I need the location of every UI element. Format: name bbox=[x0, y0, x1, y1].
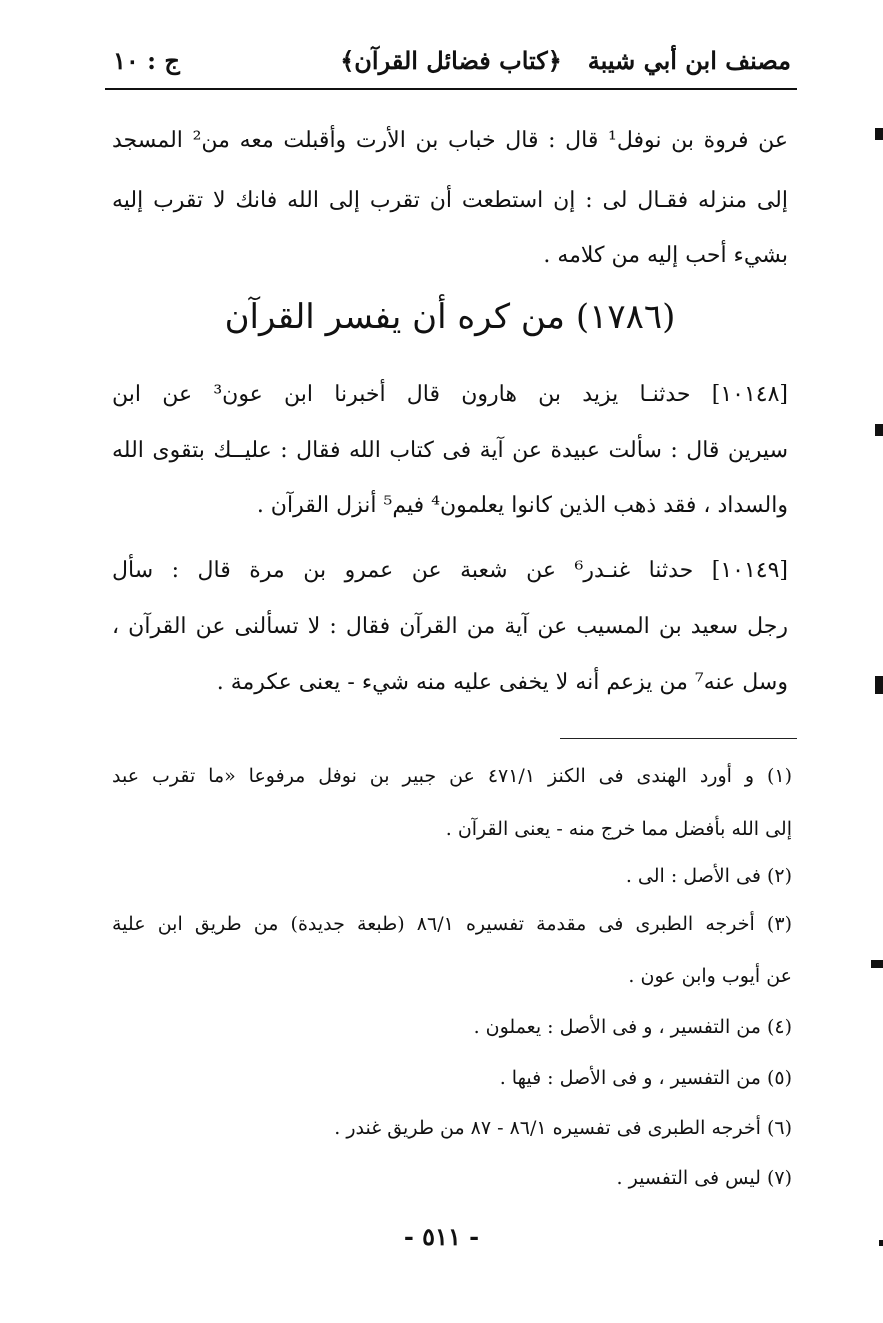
footnote-6: (٦) أخرجه الطبرى فى تفسيره ٨٦/١ - ٨٧ من طريق غندر . bbox=[334, 1117, 792, 1139]
volume-number: ج : ١٠ bbox=[113, 46, 180, 75]
book-title: مصنف ابن أبي شيبة bbox=[587, 46, 791, 75]
section-heading: (١٧٨٦) من كره أن يفسر القرآن bbox=[224, 297, 676, 337]
footnote-3-continuation: عن أيوب وابن عون . bbox=[628, 965, 792, 987]
hadith-line: وسل عنه⁷ من يزعم أنه لا يخفى عليه منه شيء - يعنى عكرمة . bbox=[216, 670, 788, 695]
chapter-title: ﴿كتاب فضائل القرآن﴾ bbox=[340, 46, 562, 75]
page-number: - ٥١١ - bbox=[403, 1222, 480, 1251]
margin-mark bbox=[875, 424, 883, 436]
margin-mark bbox=[875, 128, 883, 140]
footnote-2: (٢) فى الأصل : الى . bbox=[625, 865, 792, 887]
body-line: بشيء أحب إليه من كلامه . bbox=[543, 243, 788, 268]
footnote-1-continuation: إلى الله بأفضل مما خرج منه - يعنى القرآن . bbox=[445, 818, 792, 840]
body-line: إلى منزله فقـال لى : إن استطعت أن تقرب إلى الله فانك لا تقرب إليه bbox=[112, 188, 788, 213]
footnote-3: (٣) أخرجه الطبرى فى مقدمة تفسيره ٨٦/١ (طبعة جديدة) من طريق ابن علية bbox=[112, 913, 792, 935]
body-line: عن فروة بن نوفل¹ قال : قال خباب بن الأرت وأقبلت معه من² المسجد bbox=[112, 128, 789, 153]
hadith-line: سيرين قال : سألت عبيدة عن آية فى كتاب الله فقال : عليــك بتقوى الله bbox=[112, 438, 788, 463]
hadith-line: [١٠١٤٩] حدثنا غنـدر⁶ عن شعبة عن عمرو بن مرة قال : سأل bbox=[112, 558, 788, 583]
footnote-4: (٤) من التفسير ، و فى الأصل : يعملون . bbox=[473, 1016, 792, 1038]
hadith-line: [١٠١٤٨] حدثنـا يزيد بن هارون قال أخبرنا ابن عون³ عن ابن bbox=[112, 382, 789, 407]
footnote-separator bbox=[560, 738, 797, 739]
footnote-5: (٥) من التفسير ، و فى الأصل : فيها . bbox=[499, 1067, 792, 1089]
running-header bbox=[105, 42, 797, 90]
hadith-line: رجل سعيد بن المسيب عن آية من القرآن فقال : لا تسألنى عن القرآن ، bbox=[112, 614, 788, 639]
hadith-line: والسداد ، فقد ذهب الذين كانوا يعلمون⁴ فيم⁵ أنزل القرآن . bbox=[256, 493, 788, 518]
margin-mark bbox=[871, 960, 883, 968]
footnote-1: (١) و أورد الهندى فى الكنز ٤٧١/١ عن جبير بن نوفل مرفوعا «ما تقرب عبد bbox=[112, 765, 793, 787]
footnote-7: (٧) ليس فى التفسير . bbox=[616, 1167, 792, 1189]
margin-mark bbox=[875, 676, 883, 694]
margin-mark bbox=[879, 1240, 883, 1246]
